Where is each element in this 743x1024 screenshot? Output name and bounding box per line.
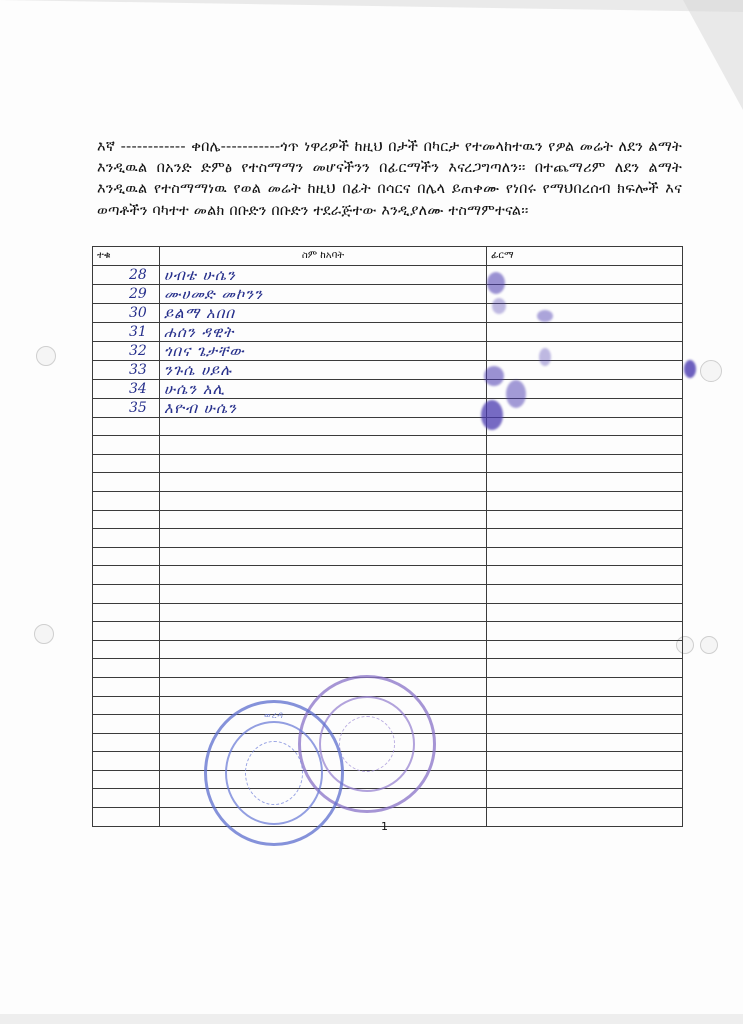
row-number: 32 — [93, 341, 160, 360]
row-name — [160, 659, 487, 678]
row-number — [93, 752, 160, 771]
fingerprint — [492, 298, 506, 314]
table-row — [93, 622, 683, 641]
row-name — [160, 417, 487, 436]
row-signature — [487, 473, 683, 492]
top-scan-edge — [0, 0, 743, 12]
row-name — [160, 529, 487, 548]
row-signature — [487, 659, 683, 678]
row-name: ንጉሴ ሀይሉ — [160, 360, 487, 379]
row-name — [160, 491, 487, 510]
row-name — [160, 510, 487, 529]
row-name — [160, 473, 487, 492]
row-number: 29 — [93, 284, 160, 303]
table-row — [93, 529, 683, 548]
row-signature — [487, 696, 683, 715]
row-signature — [487, 303, 683, 322]
row-number — [93, 789, 160, 808]
table-row — [93, 341, 683, 360]
row-signature — [487, 284, 683, 303]
row-number — [93, 677, 160, 696]
row-number — [93, 436, 160, 455]
fingerprint — [539, 348, 551, 366]
table-row — [93, 398, 683, 417]
row-name: ይልማ አበበ — [160, 303, 487, 322]
row-name: ሙሀመድ መኮንን — [160, 284, 487, 303]
punch-hole — [700, 636, 718, 654]
table-row — [93, 265, 683, 284]
row-number — [93, 547, 160, 566]
table-row — [93, 640, 683, 659]
row-number — [93, 491, 160, 510]
table-row — [93, 566, 683, 585]
row-name — [160, 622, 487, 641]
row-number: 33 — [93, 360, 160, 379]
fingerprint — [684, 360, 696, 378]
table-row — [93, 473, 683, 492]
stamp-text: ወረዳ — [263, 711, 285, 721]
row-signature — [487, 566, 683, 585]
row-number: 31 — [93, 322, 160, 341]
intro-paragraph: እኛ ------------ ቀበሌ-----------ጎጥ ነዋሪዎች ከዚህ በታች በካርታ የተመላከተዉን የዎል መሬት ለደን ልማት እንዲዉል በአንድ ድምፅ የተስማማን መሆናችንን በፊርማችን እናረጋግጣለን፡፡ በተጨማሪም ለደን ልማት እንዲዉል የተስማማነዉ የወል መሬት ከዚህ በፊት በሳርና በሌላ ይጠቀሙ የነበሩ የማህበረሰብ ክፍሎች እና ወጣቶችን ባካተተ መልክ በቡድን በቡድን ተደራጅተው እንዲያለሙ ተስማምተናል፡፡ — [97, 138, 682, 219]
row-signature — [487, 733, 683, 752]
table-header-row — [93, 247, 683, 266]
row-signature — [487, 547, 683, 566]
row-name — [160, 547, 487, 566]
table-row — [93, 284, 683, 303]
row-signature — [487, 584, 683, 603]
row-signature — [487, 491, 683, 510]
row-signature — [487, 510, 683, 529]
row-number — [93, 640, 160, 659]
table-row — [93, 547, 683, 566]
row-number — [93, 603, 160, 622]
row-signature — [487, 417, 683, 436]
row-name — [160, 640, 487, 659]
punch-hole — [34, 624, 54, 644]
table-row — [93, 303, 683, 322]
row-signature — [487, 640, 683, 659]
row-signature — [487, 341, 683, 360]
table-row — [93, 603, 683, 622]
table-row — [93, 360, 683, 379]
table-row — [93, 454, 683, 473]
row-name: ጎበና ጌታቸው — [160, 341, 487, 360]
row-signature — [487, 789, 683, 808]
row-number — [93, 584, 160, 603]
row-number — [93, 715, 160, 734]
table-row — [93, 659, 683, 678]
row-name: ሀብቴ ሁሴን — [160, 265, 487, 284]
row-signature — [487, 752, 683, 771]
fingerprint — [506, 380, 526, 408]
row-number: 28 — [93, 265, 160, 284]
row-signature — [487, 603, 683, 622]
row-number: 34 — [93, 379, 160, 398]
row-number: 35 — [93, 398, 160, 417]
table-row — [93, 436, 683, 455]
row-number — [93, 659, 160, 678]
row-number: 30 — [93, 303, 160, 322]
row-name: ሐሰን ዳዊት — [160, 322, 487, 341]
row-signature — [487, 436, 683, 455]
table-row — [93, 491, 683, 510]
row-name: እዮብ ሁሴን — [160, 398, 487, 417]
table-row — [93, 510, 683, 529]
row-name — [160, 584, 487, 603]
row-name — [160, 566, 487, 585]
row-name — [160, 454, 487, 473]
folded-corner — [683, 0, 743, 110]
row-signature — [487, 622, 683, 641]
header-number: ተቁ — [93, 247, 160, 266]
row-signature — [487, 808, 683, 827]
fingerprint — [487, 272, 505, 294]
header-signature: ፊርማ — [487, 247, 683, 266]
table-row — [93, 417, 683, 436]
row-number — [93, 696, 160, 715]
punch-hole — [36, 346, 56, 366]
fingerprint — [484, 366, 504, 386]
row-signature — [487, 529, 683, 548]
header-name: ስም ከአባት — [160, 247, 487, 266]
row-number — [93, 417, 160, 436]
fingerprint — [537, 310, 553, 322]
table-row — [93, 379, 683, 398]
page-number: 1 — [381, 820, 388, 833]
row-number — [93, 510, 160, 529]
row-name — [160, 436, 487, 455]
table-row — [93, 322, 683, 341]
row-signature — [487, 454, 683, 473]
official-stamp — [204, 700, 344, 846]
row-signature — [487, 265, 683, 284]
row-signature — [487, 322, 683, 341]
fingerprint — [481, 400, 503, 430]
row-number — [93, 454, 160, 473]
row-number — [93, 622, 160, 641]
row-number — [93, 529, 160, 548]
row-signature — [487, 677, 683, 696]
punch-hole — [700, 360, 722, 382]
row-number — [93, 566, 160, 585]
row-signature — [487, 360, 683, 379]
row-name: ሁሴን አሊ — [160, 379, 487, 398]
row-number — [93, 473, 160, 492]
row-signature — [487, 770, 683, 789]
row-number — [93, 733, 160, 752]
bottom-scan-edge — [0, 1014, 743, 1024]
row-number — [93, 770, 160, 789]
row-name — [160, 603, 487, 622]
row-signature — [487, 715, 683, 734]
row-number — [93, 808, 160, 827]
table-row — [93, 584, 683, 603]
